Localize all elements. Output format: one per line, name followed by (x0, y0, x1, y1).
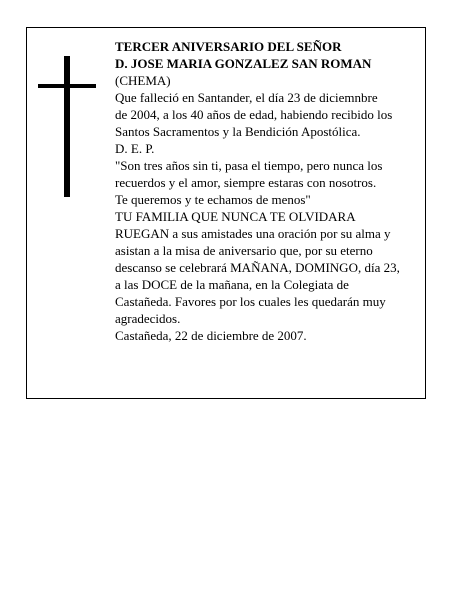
notice-body-line: a las DOCE de la mañana, en la Colegiata de (115, 277, 349, 292)
obituary-notice (26, 27, 426, 399)
notice-title-line-2: D. JOSE MARIA GONZALEZ SAN ROMAN (115, 56, 372, 71)
notice-body-line: agradecidos. (115, 311, 181, 326)
notice-quote-line: recuerdos y el amor, siempre estaras con nosotros. (115, 175, 377, 190)
notice-nickname: (CHEMA) (115, 73, 171, 88)
notice-body-line: asistan a la misa de aniversario que, por su eterno (115, 243, 373, 258)
notice-body-line: Que falleció en Santander, el día 23 de diciemnbre (115, 90, 378, 105)
notice-body-line: Castañeda. Favores por los cuales les quedarán muy (115, 294, 386, 309)
notice-body-line: RUEGAN a sus amistades una oración por su alma y (115, 226, 391, 241)
notice-quote-line: Te queremos y te echamos de menos" (115, 192, 311, 207)
notice-body-line: descanso se celebrará MAÑANA, DOMINGO, día 23, (115, 260, 400, 275)
notice-quote-line: "Son tres años sin ti, pasa el tiempo, pero nunca los (115, 158, 383, 173)
notice-family-line: TU FAMILIA QUE NUNCA TE OLVIDARA (115, 209, 356, 224)
cross-vertical-bar (64, 56, 70, 197)
notice-title-line-1: TERCER ANIVERSARIO DEL SEÑOR (115, 39, 342, 54)
notice-body-line: Santos Sacramentos y la Bendición Apostólica. (115, 124, 361, 139)
notice-dep: D. E. P. (115, 141, 155, 156)
notice-date-line: Castañeda, 22 de diciembre de 2007. (115, 328, 307, 343)
notice-body-line: de 2004, a los 40 años de edad, habiendo recibido los (115, 107, 393, 122)
cross-horizontal-bar (38, 84, 96, 88)
notice-text (115, 38, 419, 344)
